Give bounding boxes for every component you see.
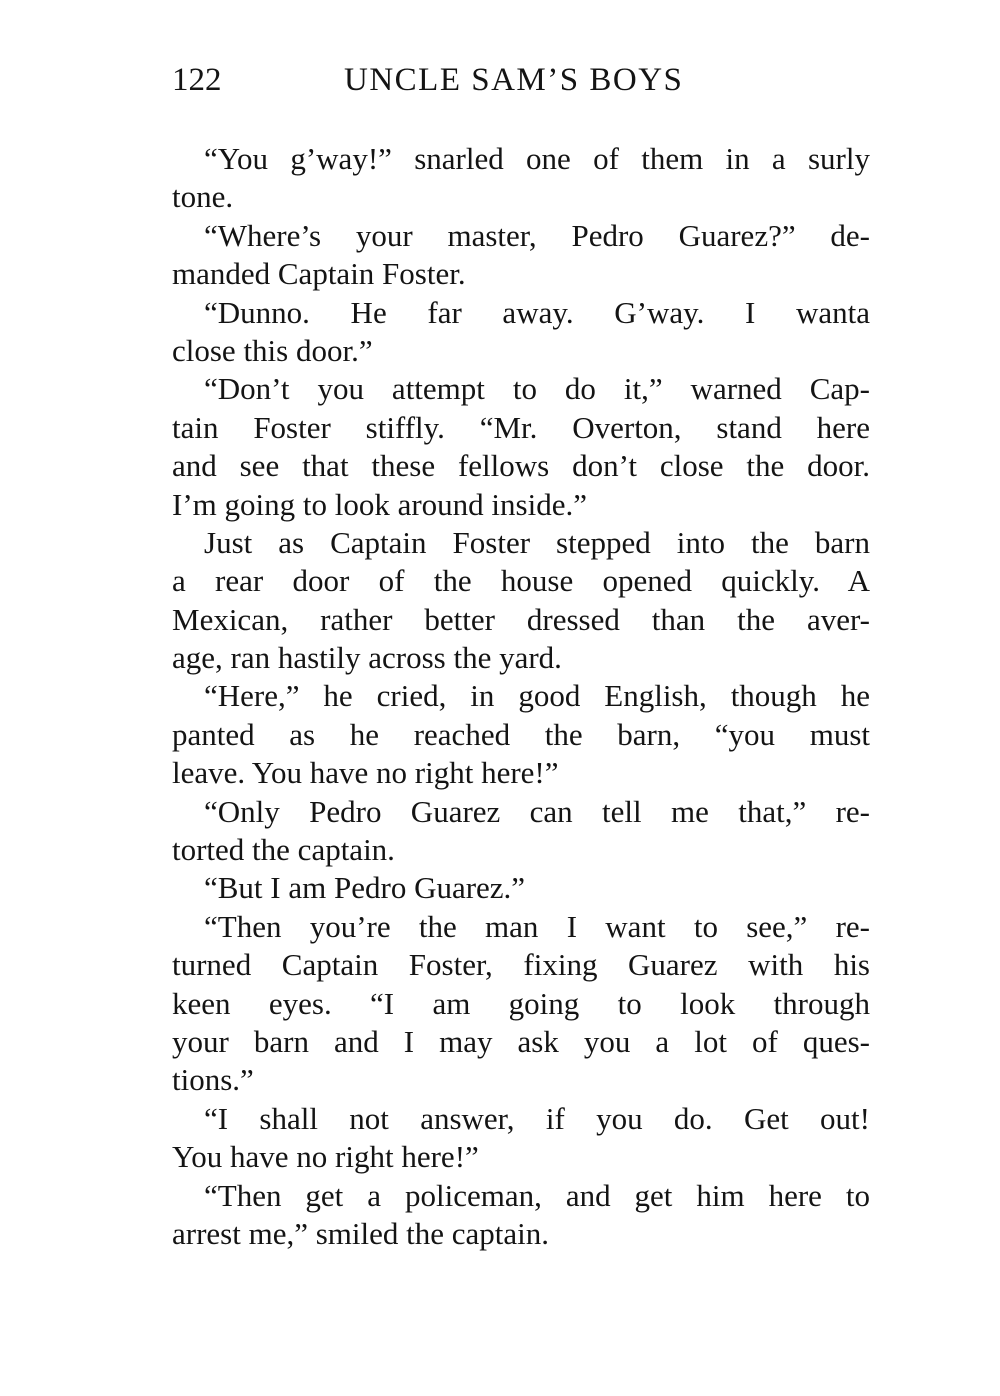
text-line: torted the captain. xyxy=(172,832,395,868)
paragraph xyxy=(172,1100,870,1177)
paragraph xyxy=(172,140,870,217)
text-line: “But I am Pedro Guarez.” xyxy=(204,870,526,906)
text-line: manded Captain Foster. xyxy=(172,256,466,292)
text-line: and see that these fellows don’t close the door. xyxy=(172,448,870,484)
text-line: your barn and I may ask you a lot of ques- xyxy=(172,1023,870,1059)
text-line: I’m going to look around inside.” xyxy=(172,486,587,522)
paragraph xyxy=(172,217,870,294)
text-line: “Don’t you attempt to do it,” warned Cap- xyxy=(204,371,870,407)
paragraph xyxy=(172,294,870,371)
text-line: keen eyes. “I am going to look through xyxy=(172,985,870,1021)
paragraph xyxy=(172,677,870,792)
text-line: You have no right here!” xyxy=(172,1139,479,1175)
text-line: arrest me,” smiled the captain. xyxy=(172,1215,550,1251)
text-line: turned Captain Foster, fixing Guarez with his xyxy=(172,947,870,983)
text-line: “Dunno. He far away. G’way. I wanta xyxy=(204,294,870,330)
page-number: 122 xyxy=(172,62,222,98)
text-line: “Then get a policeman, and get him here to xyxy=(204,1177,870,1213)
text-line: Just as Captain Foster stepped into the barn xyxy=(204,524,870,560)
text-line: “Only Pedro Guarez can tell me that,” re- xyxy=(204,793,870,829)
text-line: leave. You have no right here!” xyxy=(172,755,559,791)
page-header xyxy=(172,58,872,102)
text-line: “Here,” he cried, in good English, though he xyxy=(204,678,870,714)
text-line: “You g’way!” snarled one of them in a surly xyxy=(204,141,870,176)
paragraph xyxy=(172,1177,870,1254)
paragraph xyxy=(172,908,870,1100)
body-text xyxy=(172,140,870,1253)
text-line: panted as he reached the barn, “you must xyxy=(172,716,870,752)
paragraph xyxy=(172,524,870,678)
text-line: tone. xyxy=(172,179,234,215)
text-line: Mexican, rather better dressed than the aver- xyxy=(172,601,870,637)
text-line: tain Foster stiffly. “Mr. Overton, stand here xyxy=(172,409,870,445)
text-line: a rear door of the house opened quickly. A xyxy=(172,563,870,599)
text-line: age, ran hastily across the yard. xyxy=(172,640,562,676)
text-line: close this door.” xyxy=(172,332,373,368)
paragraph xyxy=(172,793,870,870)
text-line: “I shall not answer, if you do. Get out! xyxy=(204,1100,870,1136)
text-line: “Then you’re the man I want to see,” re- xyxy=(204,908,870,944)
paragraph xyxy=(172,370,870,524)
paragraph xyxy=(172,869,870,907)
text-line: tions.” xyxy=(172,1062,254,1098)
text-line: “Where’s your master, Pedro Guarez?” de- xyxy=(204,217,870,253)
running-head: UNCLE SAM’S BOYS xyxy=(344,62,684,98)
